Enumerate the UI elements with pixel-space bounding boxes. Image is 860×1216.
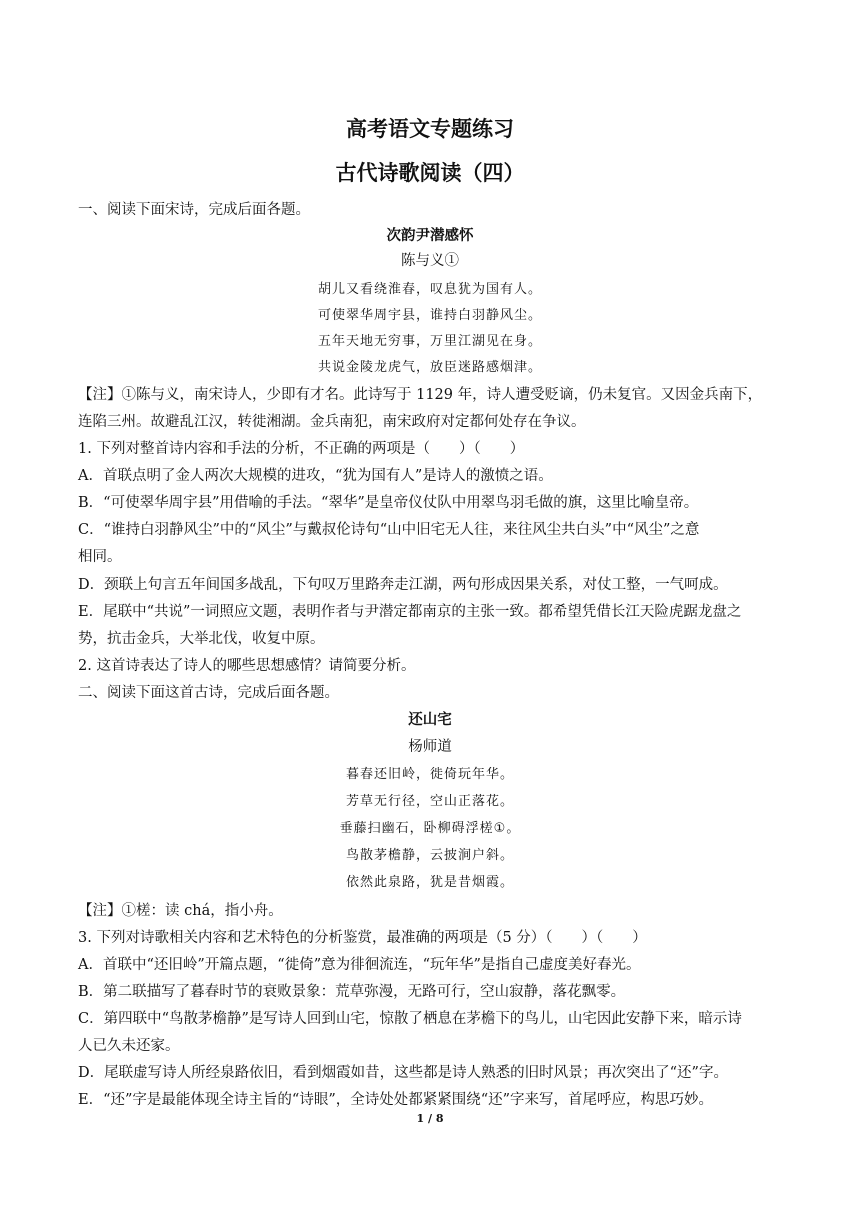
page-number: 1 / 8 <box>416 1112 444 1125</box>
poem1-verse: 胡儿又看绕淮春，叹息犹为国有人。 <box>317 282 542 297</box>
question-3-option: A．首联中“还旧岭”开篇点题，“徙倚”意为徘徊流连，“玩年华”是指自己虚度美好春光。 <box>78 957 641 973</box>
question-1-option: D．颈联上句言五年间国多战乱，下句叹万里路奔走江湖，两句形成因果关系，对仗工整，一气呵成。 <box>78 577 728 593</box>
section1-heading: 一、阅读下面宋诗，完成后面各题。 <box>78 202 310 218</box>
question-2: 2. 这首诗表达了诗人的哪些思想感情？请简要分析。 <box>78 658 416 674</box>
poem2-verse: 依然此泉路，犹是昔烟霞。 <box>345 875 514 890</box>
question-3: 3. 下列对诗歌相关内容和艺术特色的分析鉴赏，最准确的两项是（5 分）（ ）（ ） <box>78 930 647 946</box>
question-3-option: 人已久未还家。 <box>78 1038 180 1054</box>
section2-heading: 二、阅读下面这首古诗，完成后面各题。 <box>78 685 339 701</box>
poem2-verse: 暮春还旧岭，徙倚玩年华。 <box>345 767 514 782</box>
question-1-option: 相同。 <box>78 549 122 565</box>
question-1-option: 势，抗击金兵，大举北伐，收复中原。 <box>78 631 325 647</box>
poem2-verse: 鸟散茅檐静，云披涧户斜。 <box>345 848 514 863</box>
poem1-author: 陈与义① <box>401 253 459 269</box>
question-1-option: E．尾联中“共说”一词照应文题，表明作者与尹潜定都南京的主张一致。都希望凭借长江天险虎踞龙盘之 <box>78 604 742 620</box>
question-3-option: C．第四联中“鸟散茅檐静”是写诗人回到山宅，惊散了栖息在茅檐下的鸟儿，山宅因此安静下来，暗示诗 <box>78 1011 742 1027</box>
document-title: 高考语文专题练习 <box>346 116 514 141</box>
poem2-title: 还山宅 <box>408 711 452 728</box>
question-1-option: C．“谁持白羽静风尘”中的“风尘”与戴叔伦诗句“山中旧宅无人往，来往风尘共白头”中“风尘”之意 <box>78 522 700 538</box>
poem1-note: 【注】①陈与义，南宋诗人，少即有才名。此诗写于 1129 年，诗人遭受贬谪，仍未复官。又因金兵南下， <box>78 387 763 403</box>
question-1-option: A．首联点明了金人两次大规模的进攻，“犹为国有人”是诗人的激愤之语。 <box>78 468 553 484</box>
question-3-option: D．尾联虚写诗人所经泉路依旧，看到烟霞如昔，这些都是诗人熟悉的旧时风景；再次突出了“还”字。 <box>78 1065 728 1081</box>
poem2-author: 杨师道 <box>408 739 452 755</box>
document-subtitle: 古代诗歌阅读（四） <box>335 160 525 185</box>
poem2-verse: 垂藤扫幽石，卧柳碍浮槎①。 <box>339 821 521 836</box>
poem1-title: 次韵尹潜感怀 <box>386 227 474 244</box>
poem2-verse: 芳草无行径，空山正落花。 <box>345 794 514 809</box>
poem2-note: 【注】①槎：读 chá，指小舟。 <box>78 903 283 919</box>
poem1-verse: 五年天地无穷事，万里江湖见在身。 <box>317 334 542 349</box>
question-3-option: E．“还”字是最能体现全诗主旨的“诗眼”，全诗处处都紧紧围绕“还”字来写，首尾呼应，构思巧妙。 <box>78 1092 714 1108</box>
poem1-verse: 可使翠华周宇县，谁持白羽静风尘。 <box>317 308 542 323</box>
question-1: 1. 下列对整首诗内容和手法的分析，不正确的两项是（ ）（ ） <box>78 441 525 457</box>
poem1-note: 连陷三州。故避乱江汉，转徙湘湖。金兵南犯，南宋政府对定都何处存在争议。 <box>78 414 586 430</box>
poem1-verse: 共说金陵龙虎气，放臣迷路感烟津。 <box>317 360 542 375</box>
question-3-option: B．第二联描写了暮春时节的衰败景象：荒草弥漫，无路可行，空山寂静，落花飘零。 <box>78 984 626 1000</box>
question-1-option: B．“可使翠华周宇县”用借喻的手法。“翠华”是皇帝仪仗队中用翠鸟羽毛做的旗，这里比喻皇帝。 <box>78 495 699 511</box>
